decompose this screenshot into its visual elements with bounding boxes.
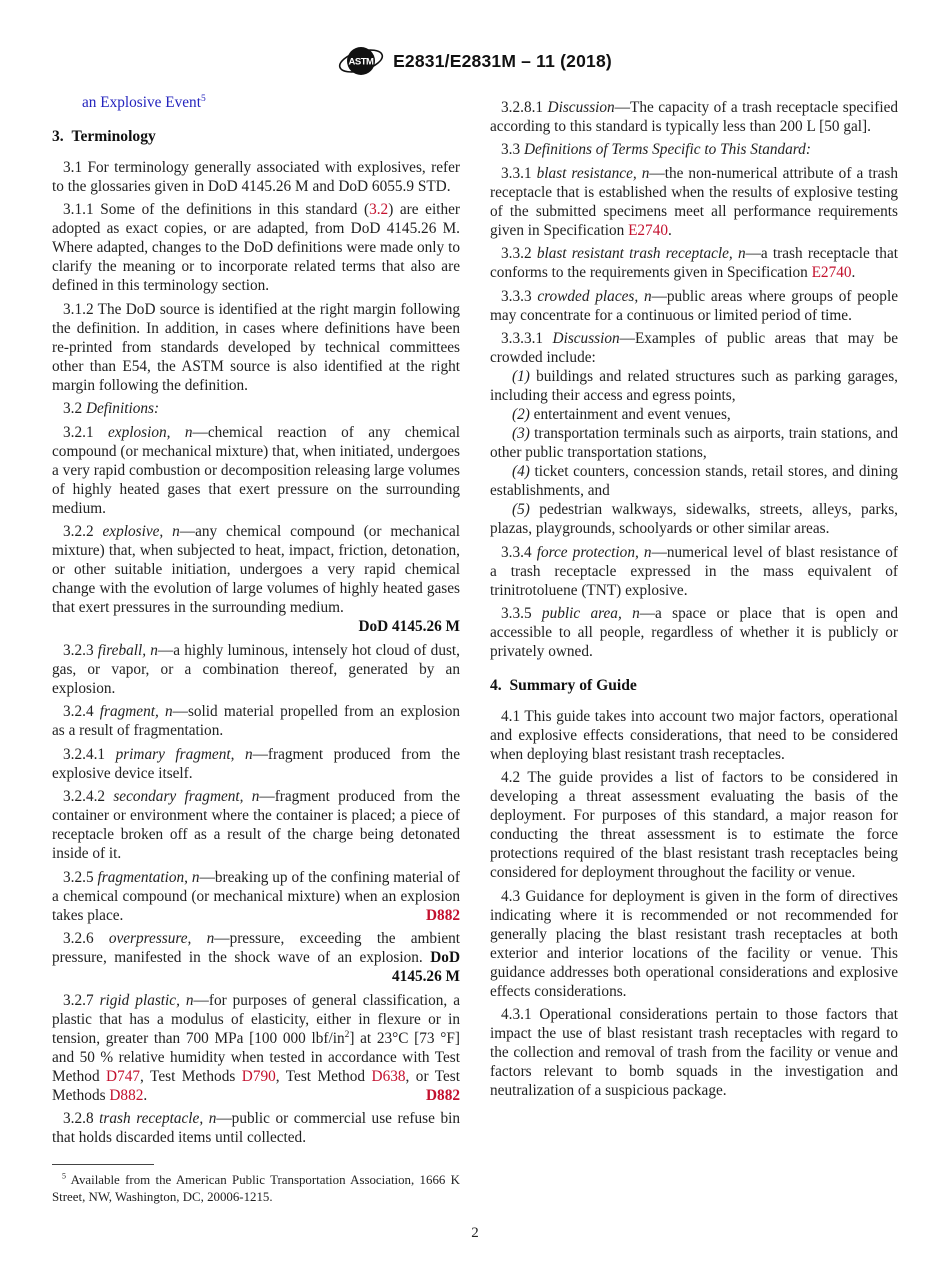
paragraph [52, 158, 460, 196]
text-run: 3.1.2 The DoD source is identified at the right margin following the definition. In addition, in cases where definitions have been re-printed from standards developed by technical committees other than E54, the ASTM source is also identified at the right margin following the definition. [52, 300, 460, 394]
text-run: blast resistance, n [536, 164, 650, 182]
text-run: fragmentation, n [97, 868, 200, 886]
paragraph [52, 702, 460, 740]
text-run: 3.3.3 [501, 287, 538, 305]
paragraph [52, 929, 460, 967]
text-run: —a highly luminous, intensely hot cloud of dust, gas, or vapor, or a combination thereof, generated by an explosion. [52, 641, 460, 697]
paragraph [52, 868, 460, 925]
paragraph [52, 300, 460, 395]
text-run: —The capacity of a trash receptacle specified according to this standard is typically less than 200 L [50 gal]. [490, 98, 899, 135]
text-run: 3.3 [501, 141, 524, 158]
text-run: pedestrian walkways, sidewalks, streets, alleys, parks, plazas, playgrounds, schoolyards or other similar areas. [490, 501, 898, 537]
text-run: —numerical level of blast resistance of a trash receptacle expressed in the mass equivalent of trinitrotoluene (TNT) explosive. [490, 543, 898, 599]
dod-source-ref: DoD [430, 949, 460, 966]
text-run: , or Test Methods [52, 1067, 460, 1104]
text-run: —a trash receptacle that conforms to the requirements given in Specification [490, 245, 898, 281]
text-run: 4.1 This guide takes into account two major factors, operational and explosive effects considerations, that need to be considered when deploying blast resistant trash receptacles. [490, 707, 898, 763]
paragraph [490, 768, 898, 882]
dod-source-ref: DoD 4145.26 M [358, 618, 460, 635]
text-run: —fragment produced from the container or environment where the container is placed; a piece of receptacle broken off as a result of the charge being detonated inside of it. [52, 788, 460, 862]
footnote-ref-5[interactable]: 5 [200, 93, 206, 104]
text-run: Discussion [547, 98, 615, 116]
text-run: —pressure, exceeding the ambient pressure, manifested in the shock wave of an explosion. [52, 930, 461, 966]
text-run: 3.2.4.2 [63, 788, 114, 805]
paragraph [490, 604, 898, 661]
text-run: ] at 23°C [73 °F] and 50 % relative humidity when tested in accordance with Test Method [52, 1029, 460, 1085]
paragraph [490, 287, 898, 325]
text-run: 3.2.4.1 [63, 745, 116, 763]
footnote-number: 5 [62, 1171, 66, 1181]
document-designation: E2831/E2831M – 11 (2018) [393, 50, 612, 71]
text-run: 3.2.8 [63, 1110, 100, 1127]
text-run: 3.3.5 [501, 605, 542, 622]
section-heading-terminology [52, 127, 460, 146]
text-run: Definitions: [85, 400, 160, 417]
text-run: , Test Methods [140, 1067, 242, 1085]
text-run: force protection, n [536, 543, 652, 561]
paragraph [52, 399, 460, 418]
paragraph [490, 707, 898, 764]
text-run: 3.2.7 [63, 991, 100, 1009]
text-run: rigid plastic, n [99, 991, 194, 1009]
text-run: ) are either adopted as exact copies, or are adapted, from DoD 4145.26 M. Where adapted, changes to the DoD definitions were made only to clarify the meaning or to incorporate related terms that also are defined in this terminology section. [52, 201, 460, 294]
text-run: 3.2.6 [63, 930, 109, 947]
paragraph [490, 543, 898, 600]
text-run: crowded places, n [537, 287, 652, 305]
text-run: buildings and related structures such as parking garages, including their access and egress points, [490, 368, 898, 404]
text-run: —breaking up of the confining material of a chemical compound (or mechanical mixture) when an explosion takes place. [52, 868, 460, 924]
section-heading-summary [490, 676, 898, 695]
text-run: (3) [512, 425, 530, 442]
source-ref-line [52, 617, 460, 636]
paragraph [490, 140, 898, 159]
text-run: —a space or place that is open and accessible to all people, regardless of whether it is publicly or privately owned. [490, 605, 899, 660]
text-run: 3.2.8.1 [501, 98, 548, 116]
astm-source-ref-d882[interactable]: D882 [426, 906, 460, 924]
text-run: 3.2.5 [63, 868, 98, 886]
explosive-event-link[interactable]: an Explosive Event [82, 94, 201, 111]
text-run: —for purposes of general classification, a plastic that has a modulus of elasticity, either in flexure or in tension, greater than 700 MPa [100 000 lbf/in [52, 991, 460, 1047]
paragraph [490, 1005, 898, 1100]
text-run: 3.2.4 [63, 703, 100, 720]
link-e2740[interactable]: E2740 [628, 221, 669, 239]
text-run: 3.1 For terminology generally associated with explosives, refer to the glossaries given in DoD 4145.26 M and DoD 6055.9 STD. [52, 158, 460, 195]
footnote-divider [52, 1164, 154, 1165]
text-run: . [143, 1086, 148, 1104]
text-run: 3.3.4 [501, 543, 537, 561]
paragraph [52, 200, 460, 295]
text-run: —chemical reaction of any chemical compound (or mechanical mixture) that, when initiated, undergoes a very rapid combustion or decomposition releasing large volumes of highly heated gases that exert pressure on the surrounding medium. [52, 423, 460, 517]
page-header [0, 42, 950, 80]
text-run: 3.2.1 [63, 423, 109, 441]
text-run: . [851, 264, 856, 281]
text-run: public area, n [541, 605, 640, 622]
paragraph [52, 423, 460, 518]
paragraph [52, 991, 460, 1105]
text-run: 3.2 [63, 400, 86, 417]
paragraph [490, 887, 898, 1001]
text-run: ticket counters, concession stands, retail stores, and dining establishments, and [490, 463, 898, 499]
list-item [490, 500, 898, 538]
paragraph [52, 641, 460, 698]
text-run: trash receptacle, n [99, 1110, 217, 1127]
text-run: —any chemical compound (or mechanical mixture) that, when subjected to heat, impact, friction, detonation, or other suitable initiation, undergoes a very rapid chemical change with the evolution of large volumes of highly heated gases that exert pressures in the surrounding medium. [52, 523, 460, 616]
astm-logo [338, 42, 384, 80]
paragraph [490, 329, 898, 367]
text-run: transportation terminals such as airports, train stations, and other public transportation stations, [490, 425, 898, 461]
paragraph [52, 522, 460, 617]
text-run: 3.2.2 [63, 523, 103, 540]
text-run: fireball, n [97, 641, 158, 659]
astm-source-ref-d882[interactable]: D882 [426, 1086, 460, 1104]
text-run: 4.3 Guidance for deployment is given in the form of directives indicating where it is recommended or not recommended for generally placing the blast resistant trash receptacles at both exterior and interior locations of the facility or venue. This guidance addresses both operational considerations and explosive effects considerations. [490, 887, 898, 1000]
text-run: Available from the American Public Transportation Association, 1666 K Street, NW, Washington, DC, 20006-1215. [52, 1173, 460, 1204]
paragraph [52, 745, 460, 783]
text-run: 3. Terminology [52, 128, 156, 145]
text-run: (4) [512, 463, 530, 480]
astm-logo-text: ASTM [348, 56, 374, 68]
paragraph [52, 1109, 460, 1147]
link-d790[interactable]: D790 [241, 1067, 276, 1085]
list-item [490, 367, 898, 405]
text-run: 3.1.1 Some of the definitions in this standard ( [63, 201, 370, 218]
link-d747[interactable]: D747 [106, 1067, 141, 1085]
text-run: entertainment and event venues, [529, 406, 731, 423]
text-run: explosion, n [108, 423, 193, 441]
text-run: —public or commercial use refuse bin that holds discarded items until collected. [52, 1110, 460, 1146]
text-run: —public areas where groups of people may concentrate for a continuous or limited period of time. [490, 287, 898, 324]
text-run: (5) [512, 501, 530, 518]
text-run: (1) [512, 368, 530, 385]
footnote [52, 1164, 460, 1205]
text-run: primary fragment, n [115, 745, 253, 763]
text-run: —Examples of public areas that may be crowded include: [490, 330, 899, 366]
paragraph [490, 164, 898, 240]
paragraph [490, 244, 898, 282]
text-run: 4.2 The guide provides a list of factors to be considered in developing a threat assessment evaluating the basis of the deployment. For purposes of this standard, a major reason for conducting the threat assessment is to estimate the force protections required of the blast resistant trash receptacles being considered for deployment throughout the facility or venue. [490, 769, 898, 881]
list-item [490, 424, 898, 462]
source-ref-line [52, 967, 460, 986]
text-run: 4.3.1 Operational considerations pertain to those factors that impact the use of blast resistant trash receptacles with regard to the collection and removal of trash from the facility or venue and factors relevant to bomb squads in the investigation and neutralization of a suspicious package. [490, 1006, 898, 1099]
link-d882[interactable]: D882 [109, 1086, 144, 1104]
footnote-text [52, 1172, 460, 1205]
text-run: Discussion [552, 330, 620, 347]
text-run: 3.3.2 [501, 245, 537, 262]
paragraph [52, 787, 460, 863]
text-run: , Test Method [275, 1067, 372, 1085]
list-item [490, 462, 898, 500]
text-run: —solid material propelled from an explosion as a result of fragmentation. [52, 703, 461, 739]
text-run: 3.2.3 [63, 641, 98, 659]
document-body [52, 93, 898, 1205]
column-left [52, 93, 460, 1205]
reference-link-line [82, 93, 460, 112]
text-run: fragment, n [99, 703, 173, 720]
text-run: Definitions of Terms Specific to This Standard: [523, 141, 811, 158]
text-run: 3.3.1 [501, 164, 537, 182]
link-e2740[interactable]: E2740 [811, 264, 852, 281]
text-run: explosive, n [102, 523, 180, 540]
page-number: 2 [471, 1225, 479, 1241]
text-run: 2 [344, 1029, 350, 1040]
text-run: 3.3.3.1 [501, 330, 553, 347]
text-run: —the non-numerical attribute of a trash receptacle that is established when the results of explosive testing of the submitted specimens meet all performance requirements given in Specification [490, 164, 899, 239]
dod-source-ref-cont: 4145.26 M [392, 968, 460, 985]
text-run: blast resistant trash receptacle, n [536, 245, 746, 262]
crossref-3-2[interactable]: 3.2 [369, 201, 389, 218]
text-run: —fragment produced from the explosive device itself. [52, 745, 460, 782]
text-run: . [668, 221, 672, 239]
link-d638[interactable]: D638 [371, 1067, 406, 1085]
text-run: (2) [512, 406, 530, 423]
text-run: overpressure, n [108, 930, 215, 947]
list-item [490, 405, 898, 424]
text-run: secondary fragment, n [113, 788, 260, 805]
column-right [490, 93, 898, 1205]
paragraph [490, 98, 898, 136]
text-run: 4. Summary of Guide [490, 677, 637, 694]
